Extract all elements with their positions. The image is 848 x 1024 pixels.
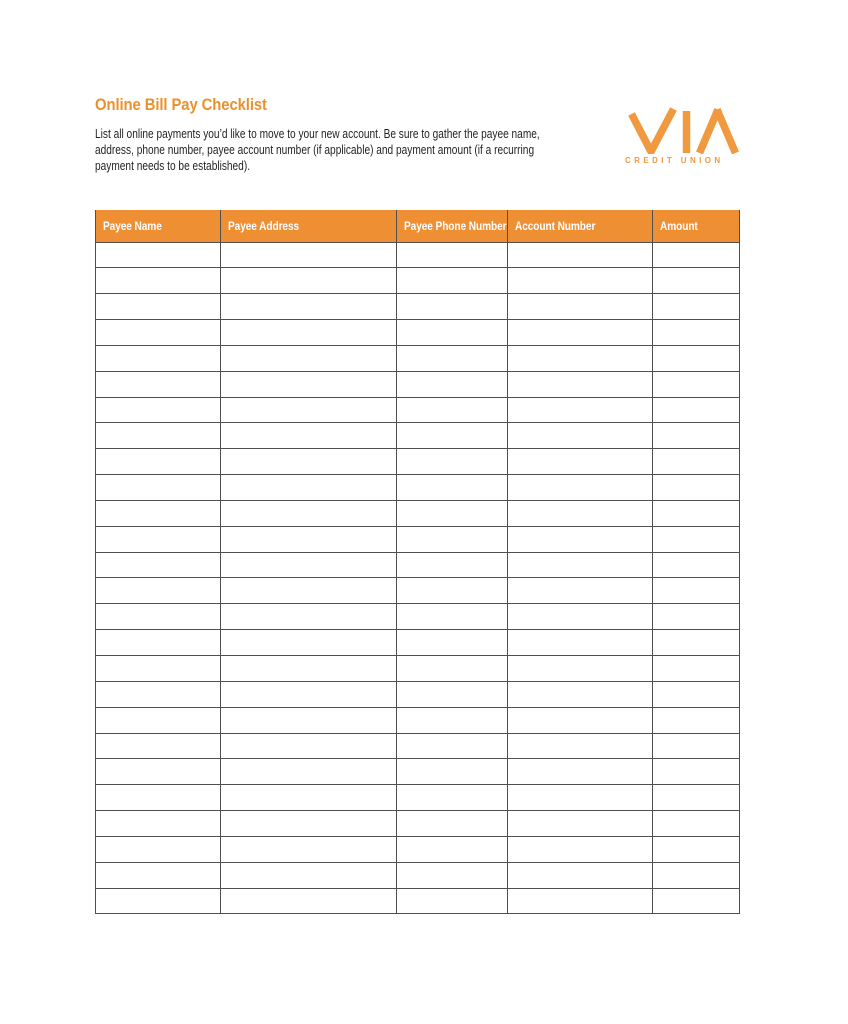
empty-cell-amount — [653, 604, 740, 630]
empty-cell-payee-phone-number — [397, 759, 508, 785]
table-row — [96, 681, 740, 707]
empty-cell-payee-phone-number — [397, 475, 508, 501]
intro-paragraph — [95, 126, 540, 174]
empty-cell-payee-name — [96, 268, 221, 294]
empty-cell-payee-address — [221, 578, 397, 604]
table-row — [96, 578, 740, 604]
empty-cell-payee-name — [96, 707, 221, 733]
empty-cell-payee-address — [221, 242, 397, 268]
empty-cell-payee-name — [96, 526, 221, 552]
empty-cell-payee-phone-number — [397, 836, 508, 862]
empty-cell-account-number — [508, 320, 653, 346]
empty-cell-payee-name — [96, 630, 221, 656]
empty-cell-amount — [653, 578, 740, 604]
empty-cell-payee-phone-number — [397, 320, 508, 346]
empty-cell-account-number — [508, 759, 653, 785]
empty-cell-payee-address — [221, 397, 397, 423]
empty-cell-account-number — [508, 242, 653, 268]
empty-cell-amount — [653, 785, 740, 811]
intro-line-3: payment needs to be established). — [95, 158, 251, 173]
empty-cell-payee-address — [221, 449, 397, 475]
table-row — [96, 475, 740, 501]
empty-cell-amount — [653, 681, 740, 707]
empty-cell-amount — [653, 552, 740, 578]
empty-cell-amount — [653, 811, 740, 837]
table-row — [96, 242, 740, 268]
empty-cell-payee-name — [96, 681, 221, 707]
empty-cell-payee-name — [96, 320, 221, 346]
empty-cell-payee-address — [221, 630, 397, 656]
empty-cell-payee-name — [96, 888, 221, 914]
empty-cell-payee-name — [96, 785, 221, 811]
table-row — [96, 449, 740, 475]
table-row — [96, 836, 740, 862]
empty-cell-amount — [653, 733, 740, 759]
empty-cell-payee-phone-number — [397, 862, 508, 888]
empty-cell-amount — [653, 268, 740, 294]
empty-cell-payee-phone-number — [397, 733, 508, 759]
empty-cell-payee-address — [221, 836, 397, 862]
empty-cell-payee-address — [221, 811, 397, 837]
empty-cell-amount — [653, 759, 740, 785]
empty-cell-payee-name — [96, 345, 221, 371]
empty-cell-payee-name — [96, 836, 221, 862]
intro-line-1: List all online payments you’d like to move to your new account. Be sure to gather the payee name, — [95, 126, 540, 141]
table-row — [96, 423, 740, 449]
empty-cell-payee-address — [221, 862, 397, 888]
empty-cell-payee-phone-number — [397, 371, 508, 397]
table-row — [96, 656, 740, 682]
table-header-row — [96, 210, 740, 242]
empty-cell-payee-address — [221, 423, 397, 449]
via-wordmark-icon — [615, 100, 745, 154]
empty-cell-payee-name — [96, 500, 221, 526]
empty-cell-payee-address — [221, 294, 397, 320]
table-row — [96, 320, 740, 346]
empty-cell-account-number — [508, 681, 653, 707]
column-header-payee-name: Payee Name — [96, 210, 221, 242]
empty-cell-payee-address — [221, 785, 397, 811]
empty-cell-payee-name — [96, 733, 221, 759]
empty-cell-amount — [653, 656, 740, 682]
empty-cell-account-number — [508, 707, 653, 733]
empty-cell-account-number — [508, 811, 653, 837]
empty-cell-payee-phone-number — [397, 500, 508, 526]
empty-cell-amount — [653, 423, 740, 449]
table-row — [96, 526, 740, 552]
empty-cell-payee-address — [221, 707, 397, 733]
empty-cell-payee-address — [221, 268, 397, 294]
empty-cell-payee-address — [221, 681, 397, 707]
empty-cell-account-number — [508, 449, 653, 475]
empty-cell-payee-phone-number — [397, 888, 508, 914]
column-header-payee-phone-number: Payee Phone Number — [397, 210, 508, 242]
empty-cell-account-number — [508, 345, 653, 371]
column-header-account-number: Account Number — [508, 210, 653, 242]
empty-cell-payee-name — [96, 242, 221, 268]
empty-cell-payee-address — [221, 733, 397, 759]
table-row — [96, 862, 740, 888]
empty-cell-amount — [653, 526, 740, 552]
empty-cell-payee-address — [221, 888, 397, 914]
table-row — [96, 604, 740, 630]
empty-cell-amount — [653, 345, 740, 371]
empty-cell-account-number — [508, 656, 653, 682]
empty-cell-account-number — [508, 500, 653, 526]
empty-cell-payee-phone-number — [397, 656, 508, 682]
empty-cell-account-number — [508, 397, 653, 423]
table-row — [96, 552, 740, 578]
empty-cell-payee-name — [96, 604, 221, 630]
empty-cell-account-number — [508, 630, 653, 656]
page-title: Online Bill Pay Checklist — [95, 96, 267, 114]
empty-cell-payee-name — [96, 294, 221, 320]
table-row — [96, 759, 740, 785]
empty-cell-account-number — [508, 862, 653, 888]
empty-cell-payee-phone-number — [397, 345, 508, 371]
table-row — [96, 500, 740, 526]
empty-cell-payee-address — [221, 552, 397, 578]
empty-cell-account-number — [508, 475, 653, 501]
empty-cell-account-number — [508, 268, 653, 294]
empty-cell-amount — [653, 862, 740, 888]
empty-cell-payee-address — [221, 320, 397, 346]
table-row — [96, 785, 740, 811]
empty-cell-amount — [653, 449, 740, 475]
empty-cell-payee-name — [96, 862, 221, 888]
empty-cell-payee-name — [96, 397, 221, 423]
empty-cell-amount — [653, 836, 740, 862]
empty-cell-payee-address — [221, 604, 397, 630]
empty-cell-amount — [653, 371, 740, 397]
empty-cell-payee-name — [96, 759, 221, 785]
empty-cell-payee-name — [96, 656, 221, 682]
empty-cell-payee-phone-number — [397, 449, 508, 475]
table-row — [96, 707, 740, 733]
empty-cell-account-number — [508, 294, 653, 320]
empty-cell-payee-phone-number — [397, 552, 508, 578]
bill-pay-checklist-table — [95, 210, 740, 914]
empty-cell-payee-name — [96, 371, 221, 397]
table-row — [96, 294, 740, 320]
empty-cell-account-number — [508, 423, 653, 449]
empty-cell-payee-phone-number — [397, 526, 508, 552]
empty-cell-payee-address — [221, 475, 397, 501]
table-row — [96, 630, 740, 656]
table-row — [96, 397, 740, 423]
empty-cell-payee-phone-number — [397, 242, 508, 268]
empty-cell-amount — [653, 320, 740, 346]
empty-cell-amount — [653, 397, 740, 423]
empty-cell-payee-name — [96, 552, 221, 578]
intro-line-2: address, phone number, payee account number (if applicable) and payment amount (if a recurring — [95, 142, 535, 157]
empty-cell-account-number — [508, 604, 653, 630]
empty-cell-payee-phone-number — [397, 681, 508, 707]
empty-cell-payee-phone-number — [397, 423, 508, 449]
empty-cell-payee-phone-number — [397, 811, 508, 837]
empty-cell-amount — [653, 888, 740, 914]
empty-cell-account-number — [508, 526, 653, 552]
column-header-amount: Amount — [653, 210, 740, 242]
table-row — [96, 733, 740, 759]
empty-cell-payee-phone-number — [397, 268, 508, 294]
empty-cell-payee-name — [96, 449, 221, 475]
table-row — [96, 888, 740, 914]
empty-cell-account-number — [508, 552, 653, 578]
empty-cell-payee-address — [221, 759, 397, 785]
empty-cell-payee-name — [96, 423, 221, 449]
empty-cell-account-number — [508, 371, 653, 397]
table-row — [96, 268, 740, 294]
empty-cell-account-number — [508, 785, 653, 811]
empty-cell-amount — [653, 707, 740, 733]
empty-cell-payee-address — [221, 500, 397, 526]
empty-cell-amount — [653, 630, 740, 656]
empty-cell-payee-name — [96, 811, 221, 837]
empty-cell-payee-address — [221, 526, 397, 552]
empty-cell-payee-phone-number — [397, 604, 508, 630]
empty-cell-payee-phone-number — [397, 785, 508, 811]
empty-cell-account-number — [508, 888, 653, 914]
empty-cell-payee-name — [96, 475, 221, 501]
empty-cell-amount — [653, 500, 740, 526]
empty-cell-payee-address — [221, 371, 397, 397]
empty-cell-payee-phone-number — [397, 630, 508, 656]
empty-cell-payee-address — [221, 656, 397, 682]
table-row — [96, 371, 740, 397]
empty-cell-payee-name — [96, 578, 221, 604]
empty-cell-payee-phone-number — [397, 397, 508, 423]
empty-cell-account-number — [508, 578, 653, 604]
table-row — [96, 811, 740, 837]
empty-cell-amount — [653, 294, 740, 320]
empty-cell-payee-phone-number — [397, 578, 508, 604]
column-header-payee-address: Payee Address — [221, 210, 397, 242]
table-row — [96, 345, 740, 371]
via-credit-union-logo — [615, 100, 745, 170]
empty-cell-account-number — [508, 836, 653, 862]
empty-cell-amount — [653, 475, 740, 501]
empty-cell-account-number — [508, 733, 653, 759]
empty-cell-amount — [653, 242, 740, 268]
empty-cell-payee-phone-number — [397, 294, 508, 320]
empty-cell-payee-phone-number — [397, 707, 508, 733]
empty-cell-payee-address — [221, 345, 397, 371]
logo-tagline: CREDIT UNION — [625, 156, 724, 165]
